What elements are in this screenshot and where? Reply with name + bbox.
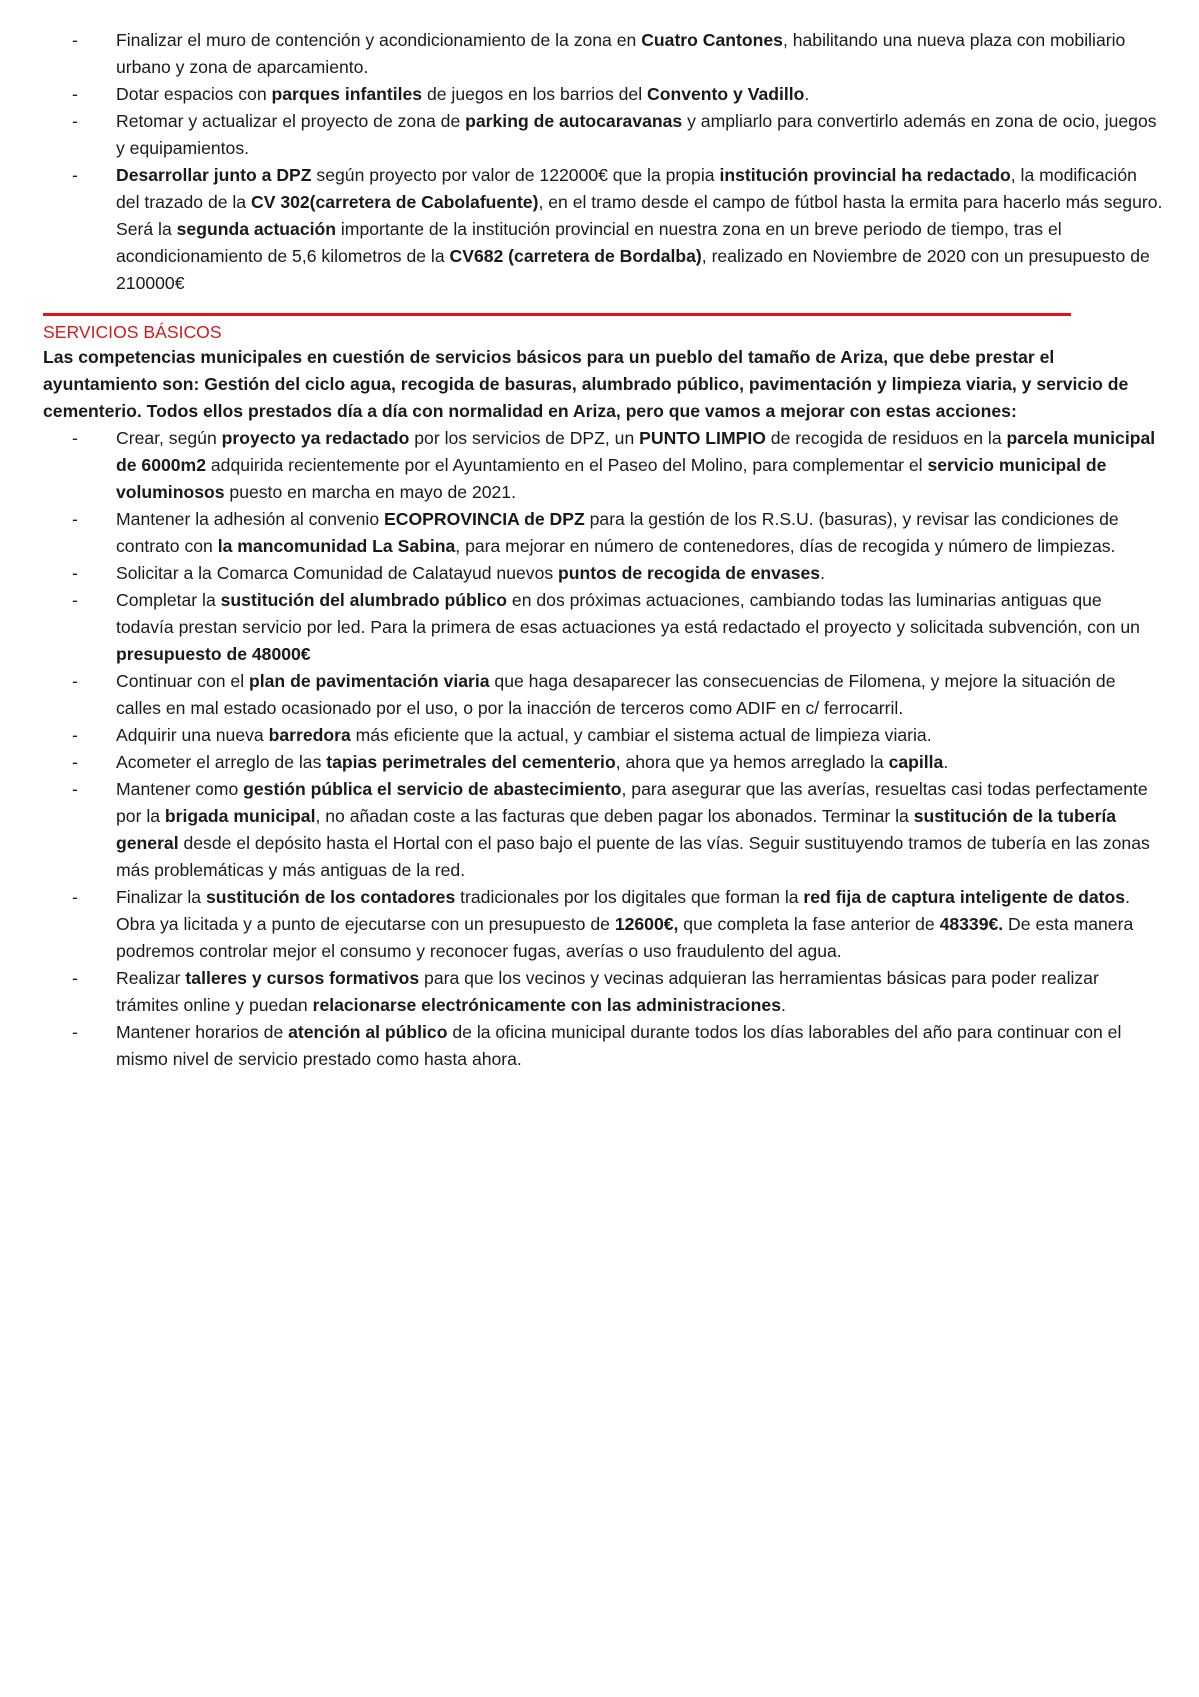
bold-text: tapias perimetrales del cementerio xyxy=(326,752,616,772)
text-segment: Acometer el arreglo de las xyxy=(116,752,327,772)
bold-text: institución provincial ha redactado xyxy=(719,165,1011,185)
bold-text: servicio municipal de voluminosos xyxy=(116,455,1107,502)
bold-text: brigada municipal xyxy=(164,806,316,826)
list-item xyxy=(116,81,1163,108)
text-segment: Realizar xyxy=(116,968,186,988)
text-segment: Finalizar la xyxy=(116,887,206,907)
list-item xyxy=(116,587,1163,668)
text-segment: por los servicios de DPZ, un xyxy=(409,428,640,448)
bold-text: atención al público xyxy=(288,1022,448,1042)
document-content xyxy=(43,27,1163,1073)
text-segment: , no añadan coste a las facturas que deben pagar los abonados. Terminar la xyxy=(315,806,914,826)
bold-text: parcela municipal de 6000m2 xyxy=(116,428,1156,475)
text-segment: , para asegurar que las averías, resueltas casi todas perfectamente por la xyxy=(116,779,1148,826)
bold-text: CV 302(carretera de Cabolafuente) xyxy=(250,192,539,212)
text-segment: de recogida de residuos en la xyxy=(765,428,1007,448)
text-segment: importante de la institución provincial en nuestra zona en un breve periodo de tiempo, tras el acondicionamiento de 5,6 kilometros de la xyxy=(116,219,1062,266)
text-segment: Retomar y actualizar el proyecto de zona de xyxy=(116,111,466,131)
text-segment: Dotar espacios con xyxy=(116,84,272,104)
text-segment: , realizado en Noviembre de 2020 con un presupuesto de 210000€ xyxy=(116,246,1150,293)
text-segment: Finalizar el muro de contención y acondicionamiento de la zona en xyxy=(116,30,642,50)
list-item xyxy=(116,776,1163,884)
text-segment: desde el depósito hasta el Hortal con el paso bajo el puente de las vías. Seguir sustituyendo tramos de tubería en las zonas más problemáticas y más antiguas de la red. xyxy=(116,833,1150,880)
list-item xyxy=(116,749,1163,776)
text-segment: , habilitando una nueva plaza con mobiliario urbano y zona de aparcamiento. xyxy=(116,30,1126,77)
text-segment: Solicitar a la Comarca Comunidad de Calatayud nuevos xyxy=(116,563,559,583)
text-segment: , para mejorar en número de contenedores, días de recogida y número de limpiezas. xyxy=(455,536,1116,556)
list-item xyxy=(116,965,1163,1019)
section-intro: Las competencias municipales en cuestión de servicios básicos para un pueblo del tamaño de Ariza, que debe prestar el ayuntamiento son: Gestión del ciclo agua, recogida de basuras, alumbrado público, pavimentación y limpieza viaria, y servicio de cementerio. Todos ellos prestados día a día con normalidad en Ariza, pero que vamos a mejorar con estas acciones: xyxy=(43,347,1129,421)
list-item xyxy=(116,425,1163,506)
text-segment: según proyecto por valor de 122000€ que la propia xyxy=(311,165,720,185)
bold-text: plan de pavimentación viaria xyxy=(249,671,490,691)
text-segment: Completar la xyxy=(116,590,221,610)
text-segment: Mantener la adhesión al convenio xyxy=(116,509,384,529)
text-segment: puesto en marcha en mayo de 2021. xyxy=(224,482,516,502)
text-segment: , ahora que ya hemos arreglado la xyxy=(615,752,889,772)
text-segment: Mantener como xyxy=(116,779,244,799)
bold-text: capilla xyxy=(888,752,944,772)
bold-text: sustitución de los contadores xyxy=(205,887,456,907)
text-segment: , la modificación del trazado de la xyxy=(116,165,1137,212)
text-segment: Continuar con el xyxy=(116,671,250,691)
bold-text: ECOPROVINCIA de DPZ xyxy=(384,509,585,529)
list-item xyxy=(116,884,1163,965)
section-title: SERVICIOS BÁSICOS xyxy=(43,313,1071,344)
bold-text: 12600€, xyxy=(614,914,679,934)
list-item xyxy=(116,506,1163,560)
text-segment: más eficiente que la actual, y cambiar el sistema actual de limpieza viaria. xyxy=(350,725,932,745)
text-segment: de juegos en los barrios del xyxy=(422,84,648,104)
text-segment: que haga desaparecer las consecuencias de Filomena, y mejore la situación de calles en mal estado ocasionado por el uso, o por la inacción de terceros como ADIF en c/ ferrocarril. xyxy=(116,671,1116,718)
basic-services-list xyxy=(43,425,1163,1073)
bold-text: CV682 (carretera de Bordalba) xyxy=(449,246,702,266)
text-segment: . xyxy=(943,752,949,772)
bold-text: parking de autocaravanas xyxy=(465,111,683,131)
bold-text: red fija de captura inteligente de datos xyxy=(803,887,1126,907)
text-segment: Adquirir una nueva xyxy=(116,725,269,745)
bold-text: sustitución del alumbrado público xyxy=(220,590,508,610)
bold-text: gestión pública el servicio de abastecimiento xyxy=(243,779,622,799)
text-segment: para la gestión de los R.S.U. (basuras), y revisar las condiciones de contrato con xyxy=(116,509,1119,556)
text-segment: tradicionales por los digitales que forman la xyxy=(455,887,804,907)
bold-text: talleres y cursos formativos xyxy=(185,968,420,988)
text-segment: y ampliarlo para convertirlo además en zona de ocio, juegos y equipamientos. xyxy=(116,111,1157,158)
text-segment: en dos próximas actuaciones, cambiando todas las luminarias antiguas que todavía prestan servicio por led. Para la primera de esas actuaciones ya está redactado el proyecto y solicitada subvención, con un xyxy=(116,590,1140,637)
list-item xyxy=(116,560,1163,587)
projects-list xyxy=(43,27,1163,297)
bold-text: Convento y Vadillo xyxy=(647,84,805,104)
list-item xyxy=(116,162,1163,297)
bold-text: proyecto ya redactado xyxy=(221,428,410,448)
bold-text: Cuatro Cantones xyxy=(641,30,783,50)
list-item xyxy=(116,668,1163,722)
text-segment: . Obra ya licitada y a punto de ejecutarse con un presupuesto de xyxy=(116,887,1130,934)
text-segment: que completa la fase anterior de xyxy=(678,914,940,934)
bold-text: relacionarse electrónicamente con las administraciones xyxy=(312,995,781,1015)
bold-text: puntos de recogida de envases xyxy=(558,563,821,583)
bold-text: 48339€. xyxy=(939,914,1004,934)
bold-text: Desarrollar junto a DPZ xyxy=(116,165,312,185)
text-segment: para que los vecinos y vecinas adquieran las herramientas básicas para poder realizar trámites online y puedan xyxy=(116,968,1099,1015)
list-item xyxy=(116,108,1163,162)
text-segment: de la oficina municipal durante todos los días laborables del año para continuar con el mismo nivel de servicio prestado como hasta ahora. xyxy=(116,1022,1122,1069)
list-item xyxy=(116,27,1163,81)
text-segment: Crear, según xyxy=(116,428,222,448)
text-segment: . xyxy=(804,84,810,104)
bold-text: sustitución de la tubería general xyxy=(116,806,1117,853)
text-segment: . xyxy=(820,563,825,583)
text-segment: adquirida recientemente por el Ayuntamiento en el Paseo del Molino, para complementar el xyxy=(206,455,928,475)
text-segment: De esta manera podremos controlar mejor el consumo y reconocer fugas, averías o uso fraudulento del agua. xyxy=(116,914,1134,961)
list-item xyxy=(116,722,1163,749)
bold-text: presupuesto de 48000€ xyxy=(116,644,311,664)
text-segment: . xyxy=(780,995,786,1015)
bold-text: PUNTO LIMPIO xyxy=(639,428,766,448)
text-segment: Mantener horarios de xyxy=(116,1022,289,1042)
bold-text: la mancomunidad La Sabina xyxy=(217,536,456,556)
bold-text: barredora xyxy=(268,725,351,745)
bold-text: segunda actuación xyxy=(176,219,336,239)
text-segment: , en el tramo desde el campo de fútbol hasta la ermita para hacerlo más seguro. Será la xyxy=(116,192,1163,239)
list-item xyxy=(116,1019,1163,1073)
bold-text: parques infantiles xyxy=(271,84,423,104)
